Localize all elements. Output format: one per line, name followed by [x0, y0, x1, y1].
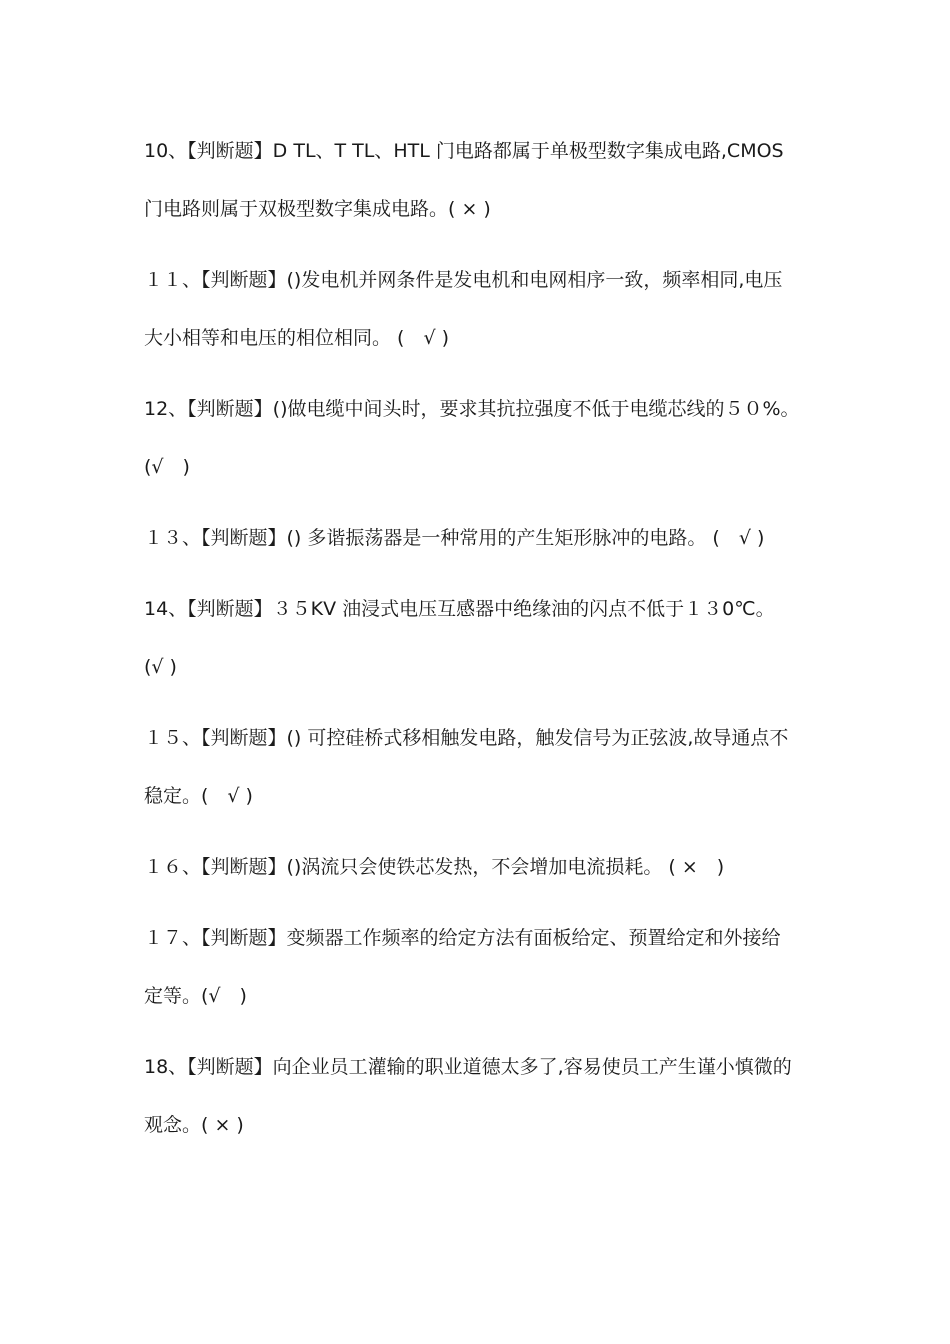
- document-page: [144, 133, 809, 1178]
- question-line: 大小相等和电压的相位相同。 ( √ ): [144, 327, 450, 349]
- question-line: １７、【判断题】变频器工作频率的给定方法有面板给定、预置给定和外接给: [144, 927, 781, 949]
- question-12: [144, 391, 809, 507]
- question-11: [144, 262, 809, 378]
- question-line: 稳定。( √ ): [144, 785, 253, 807]
- question-14: [144, 591, 809, 707]
- question-line: (√ ): [144, 456, 190, 478]
- question-13: [144, 520, 809, 578]
- question-line: １６、【判断题】()涡流只会使铁芯发热，不会增加电流损耗。 ( × ): [144, 856, 725, 878]
- question-15: [144, 720, 809, 836]
- question-line: 14、【判断题】３５KV 油浸式电压互感器中绝缘油的闪点不低于１３0℃。: [144, 598, 775, 620]
- question-16: [144, 849, 809, 907]
- question-line: １１、【判断题】()发电机并网条件是发电机和电网相序一致，频率相同,电压: [144, 269, 783, 291]
- question-line: 观念。( × ): [144, 1114, 244, 1136]
- question-line: １３、【判断题】() 多谐振荡器是一种常用的产生矩形脉冲的电路。 ( √ ): [144, 527, 765, 549]
- question-17: [144, 920, 809, 1036]
- question-10: [144, 133, 809, 249]
- question-line: 12、【判断题】()做电缆中间头时，要求其抗拉强度不低于电缆芯线的５０%。: [144, 398, 800, 420]
- question-line: 门电路则属于双极型数字集成电路。( × ): [144, 198, 491, 220]
- question-18: [144, 1049, 809, 1165]
- question-line: (√ ): [144, 656, 177, 678]
- question-line: １５、【判断题】() 可控硅桥式移相触发电路，触发信号为正弦波,故导通点不: [144, 727, 789, 749]
- question-line: 18、【判断题】向企业员工灌输的职业道德太多了,容易使员工产生谨小慎微的: [144, 1056, 792, 1078]
- question-line: 10、【判断题】D TL、T TL、HTL 门电路都属于单极型数字集成电路,CMOS: [144, 140, 784, 162]
- question-line: 定等。(√ ): [144, 985, 247, 1007]
